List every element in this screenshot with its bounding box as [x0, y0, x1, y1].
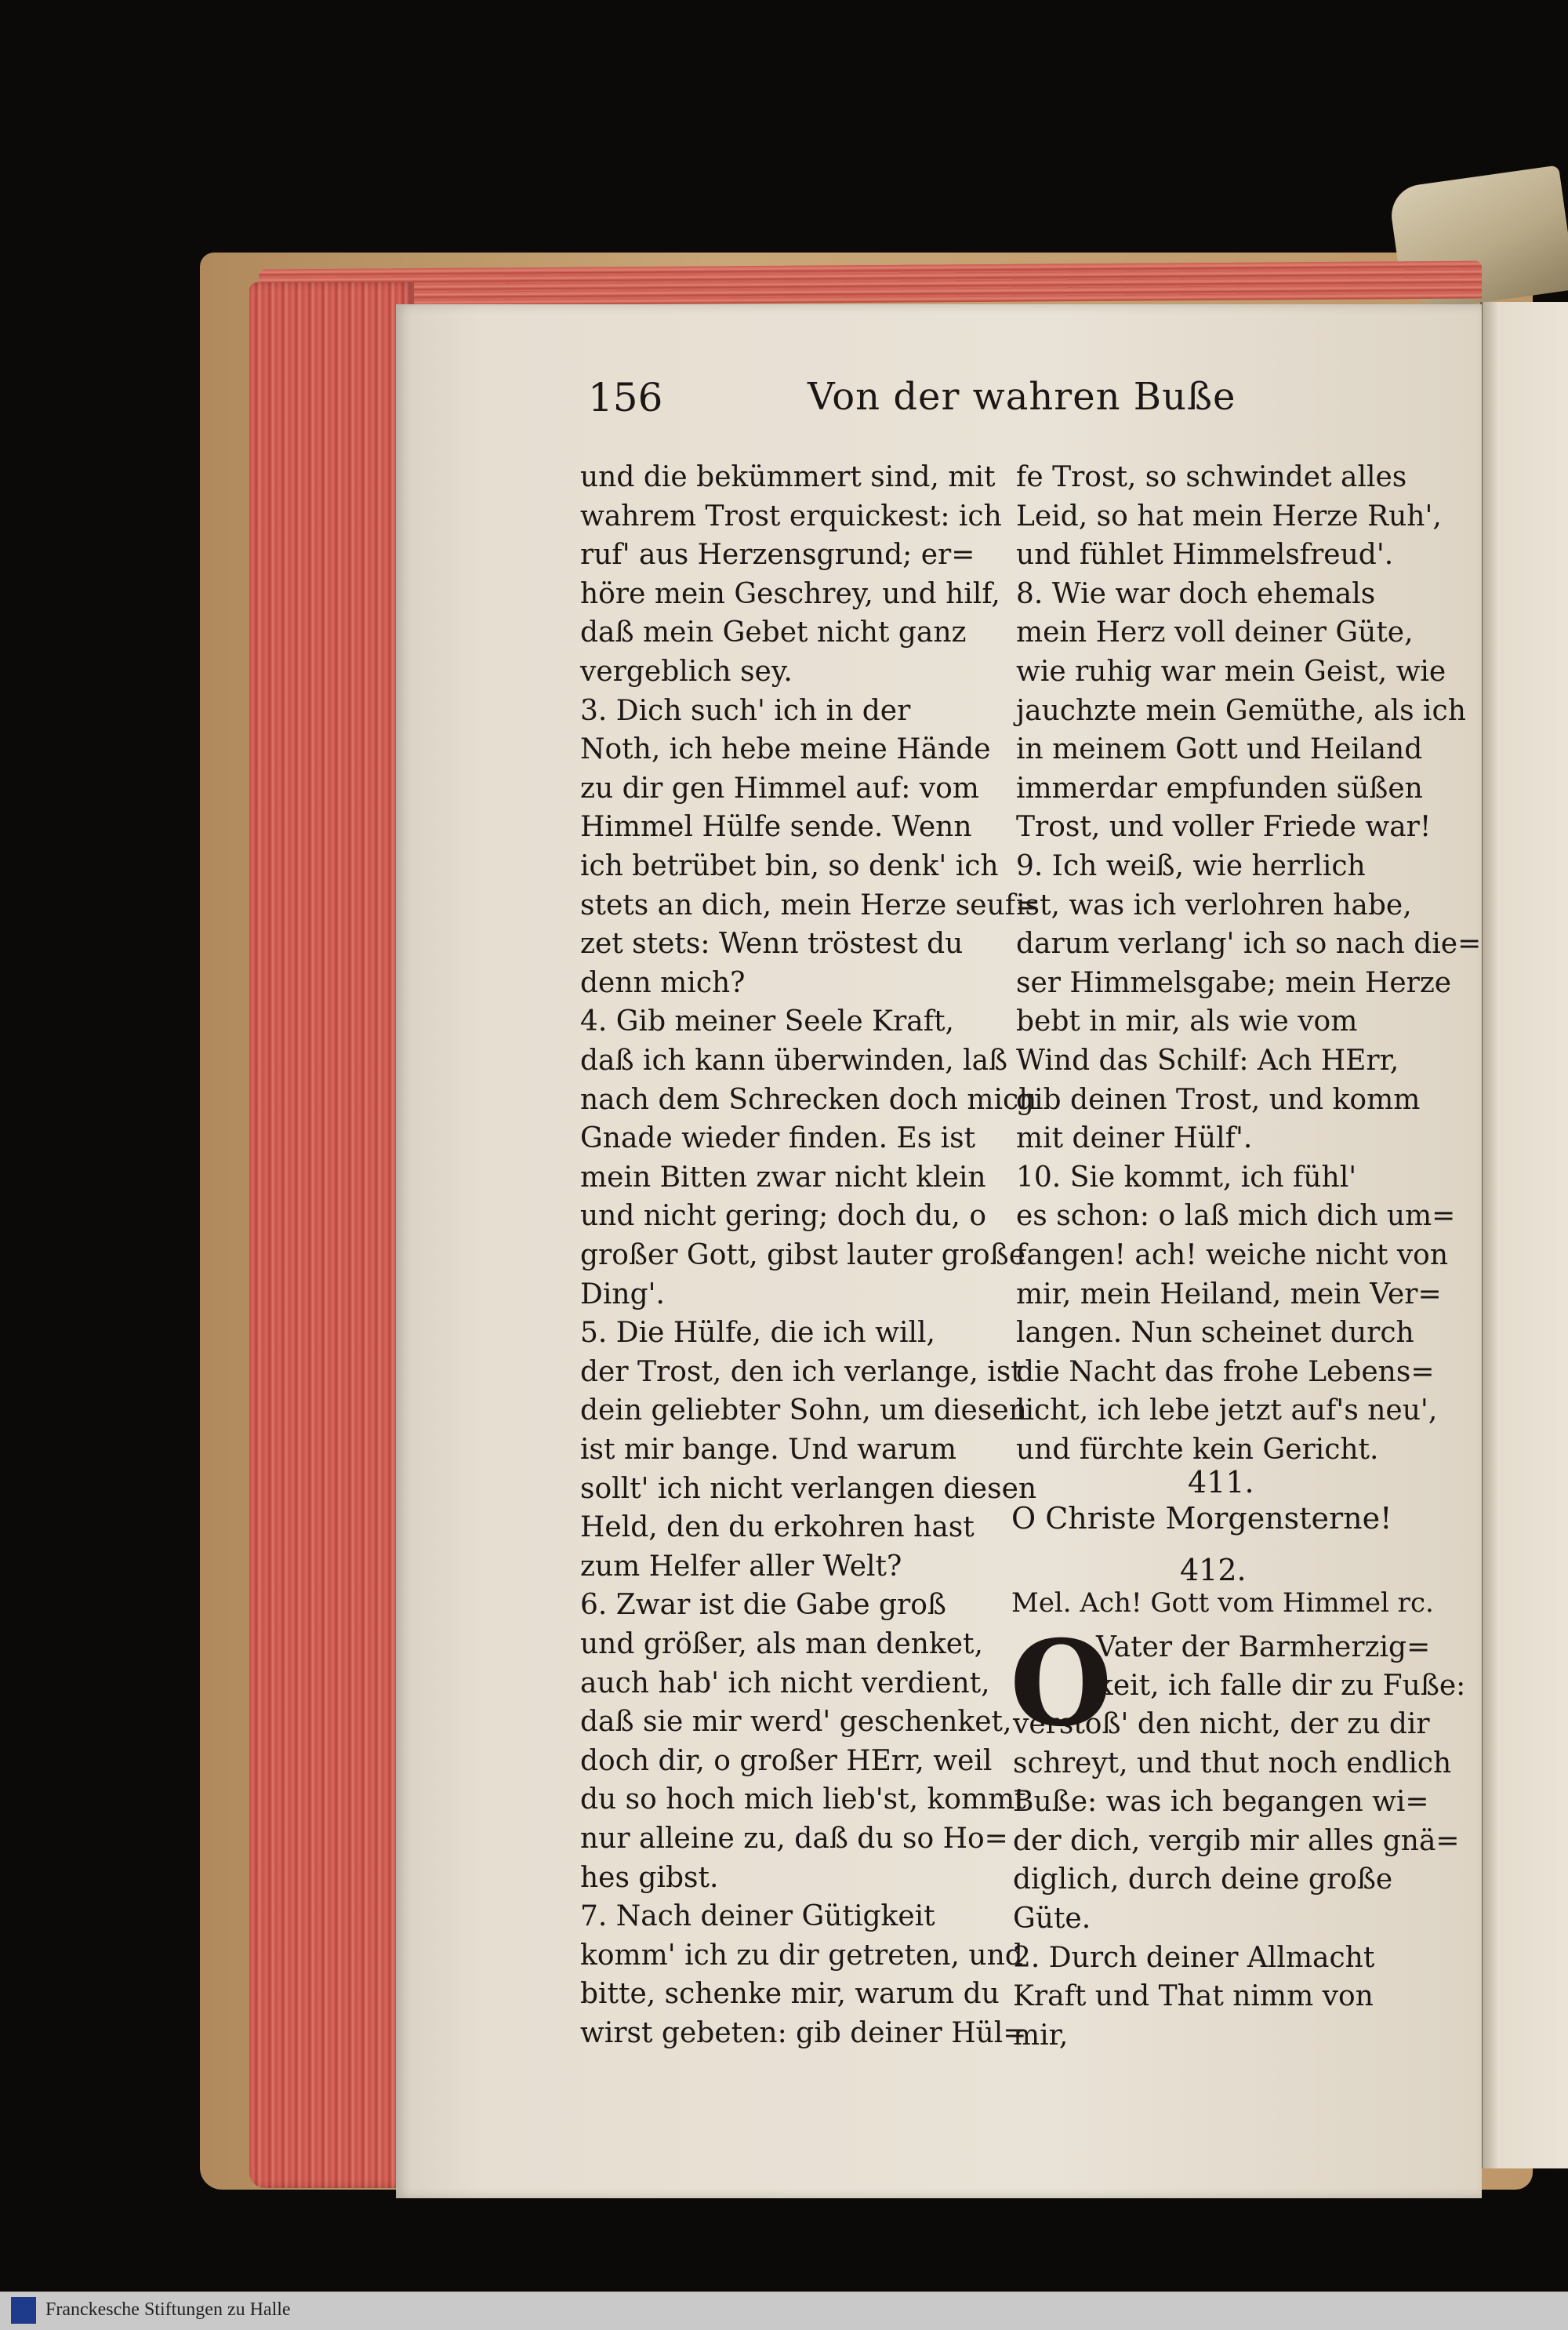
text-line: auch hab' ich nicht verdient,: [580, 1667, 990, 1699]
footer-institution: Franckesche Stiftungen zu Halle: [45, 2299, 291, 2320]
text-line: vergeblich sey.: [580, 656, 793, 688]
text-line: 5. Die Hülfe, die ich will,: [580, 1317, 935, 1350]
text-line: und fühlet Himmelsfreud'.: [1016, 539, 1394, 572]
text-line: Buße: was ich begangen wi=: [1013, 1786, 1429, 1819]
text-line: Vater der Barmherzig=: [1096, 1631, 1431, 1663]
text-line: und die bekümmert sind, mit: [580, 461, 996, 493]
text-line: 6. Zwar ist die Gabe groß: [580, 1589, 946, 1622]
text-line: Gnade wieder finden. Es ist: [580, 1122, 976, 1155]
text-line: Leid, so hat mein Herze Ruh',: [1016, 500, 1442, 533]
text-line: und größer, als man denket,: [580, 1628, 983, 1660]
text-line: licht, ich lebe jetzt auf's neu',: [1016, 1394, 1438, 1427]
text-line: doch dir, o großer HErr, weil: [580, 1744, 993, 1777]
text-line: immerdar empfunden süßen: [1016, 772, 1423, 805]
text-line: fe Trost, so schwindet alles: [1016, 461, 1407, 493]
text-line: bitte, schenke mir, warum du: [580, 1978, 1000, 2011]
text-line: komm' ich zu dir getreten, und: [580, 1939, 1023, 1972]
text-line: jauchzte mein Gemüthe, als ich: [1016, 694, 1466, 727]
institution-logo-icon: [11, 2297, 36, 2324]
text-line: wirst gebeten: gib deiner Hül=: [580, 2017, 1027, 2049]
text-line: bebt in mir, als wie vom: [1016, 1005, 1358, 1038]
text-line: der dich, vergib mir alles gnä=: [1013, 1824, 1460, 1857]
text-line: daß sie mir werd' geschenket,: [580, 1706, 1012, 1739]
text-line: ist mir bange. Und warum: [580, 1434, 956, 1466]
text-line: mein Herz voll deiner Güte,: [1016, 616, 1414, 649]
text-line: nach dem Schrecken doch mich: [580, 1083, 1037, 1116]
running-title: Von der wahren Buße: [808, 375, 1236, 419]
text-line: die Nacht das frohe Lebens=: [1016, 1355, 1435, 1388]
text-line: zet stets: Wenn tröstest du: [580, 928, 964, 961]
text-line: denn mich?: [580, 966, 746, 999]
text-line: 9. Ich weiß, wie herrlich: [1016, 850, 1366, 882]
text-line: mein Bitten zwar nicht klein: [580, 1161, 986, 1194]
text-line: Held, den du erkohren hast: [580, 1511, 975, 1544]
text-line: wie ruhig war mein Geist, wie: [1016, 656, 1446, 688]
text-line: diglich, durch deine große: [1013, 1863, 1393, 1896]
text-line: zu dir gen Himmel auf: vom: [580, 772, 979, 805]
text-line: Wind das Schilf: Ach HErr,: [1016, 1045, 1399, 1077]
hymn-412-number: 412.: [1180, 1553, 1247, 1587]
text-line: verstoß' den nicht, der zu dir: [1013, 1708, 1430, 1740]
text-line: sollt' ich nicht verlangen diesen: [580, 1472, 1037, 1505]
text-line: schreyt, und thut noch endlich: [1013, 1747, 1452, 1779]
text-line: langen. Nun scheinet durch: [1016, 1317, 1414, 1350]
text-line: hes gibst.: [580, 1861, 719, 1894]
text-line: Güte.: [1013, 1903, 1091, 1935]
text-line: und fürchte kein Gericht.: [1016, 1434, 1379, 1466]
text-line: Ding'.: [580, 1278, 665, 1310]
red-page-edges: [249, 282, 414, 2188]
text-line: 10. Sie kommt, ich fühl': [1016, 1161, 1357, 1194]
text-line: ist, was ich verlohren habe,: [1016, 889, 1412, 921]
text-line: ruf' aus Herzensgrund; er=: [580, 539, 975, 572]
text-line: es schon: o laß mich dich um=: [1016, 1200, 1456, 1233]
text-line: darum verlang' ich so nach die=: [1016, 928, 1482, 961]
text-line: und nicht gering; doch du, o: [580, 1200, 986, 1233]
text-line: mir,: [1013, 2019, 1069, 2052]
text-line: zum Helfer aller Welt?: [580, 1550, 902, 1583]
text-line: 7. Nach deiner Gütigkeit: [580, 1900, 935, 1933]
text-line: dein geliebter Sohn, um diesen: [580, 1394, 1027, 1427]
text-line: 2. Durch deiner Allmacht: [1013, 1941, 1375, 1974]
text-line: keit, ich falle dir zu Fuße:: [1096, 1670, 1466, 1702]
facing-page-edge: [1480, 302, 1568, 2168]
text-line: fangen! ach! weiche nicht von: [1016, 1239, 1449, 1271]
text-line: gib deinen Trost, und komm: [1016, 1083, 1421, 1116]
text-line: Noth, ich hebe meine Hände: [580, 733, 991, 766]
text-line: 4. Gib meiner Seele Kraft,: [580, 1005, 954, 1038]
text-line: Trost, und voller Friede war!: [1016, 811, 1432, 844]
text-line: mir, mein Heiland, mein Ver=: [1016, 1278, 1442, 1310]
text-line: der Trost, den ich verlange, ist: [580, 1355, 1022, 1388]
text-line: du so hoch mich lieb'st, kommt: [580, 1783, 1026, 1816]
drop-cap-initial: O: [1010, 1615, 1112, 1753]
text-line: Himmel Hülfe sende. Wenn: [580, 811, 972, 844]
text-line: Kraft und That nimm von: [1013, 1980, 1374, 2013]
text-line: nur alleine zu, daß du so Ho=: [580, 1823, 1008, 1855]
text-line: höre mein Geschrey, und hilf,: [580, 577, 1000, 610]
text-line: ich betrübet bin, so denk' ich: [580, 850, 999, 882]
text-line: stets an dich, mein Herze seuf=: [580, 889, 1040, 921]
text-line: daß ich kann überwinden, laß: [580, 1045, 1008, 1077]
text-line: 8. Wie war doch ehemals: [1016, 577, 1376, 610]
hymn-412-melody: Mel. Ach! Gott vom Himmel rc.: [1011, 1587, 1434, 1619]
text-line: daß mein Gebet nicht ganz: [580, 616, 967, 649]
hymn-411-title: O Christe Morgensterne!: [1011, 1501, 1392, 1536]
text-line: wahrem Trost erquickest: ich: [580, 500, 1002, 533]
text-line: 3. Dich such' ich in der: [580, 694, 911, 727]
text-line: ser Himmelsgabe; mein Herze: [1016, 966, 1452, 999]
text-line: mit deiner Hülf'.: [1016, 1122, 1253, 1155]
text-line: in meinem Gott und Heiland: [1016, 733, 1423, 766]
page-number: 156: [588, 375, 663, 420]
hymn-411-number: 411.: [1188, 1465, 1254, 1499]
text-line: großer Gott, gibst lauter große: [580, 1239, 1026, 1271]
